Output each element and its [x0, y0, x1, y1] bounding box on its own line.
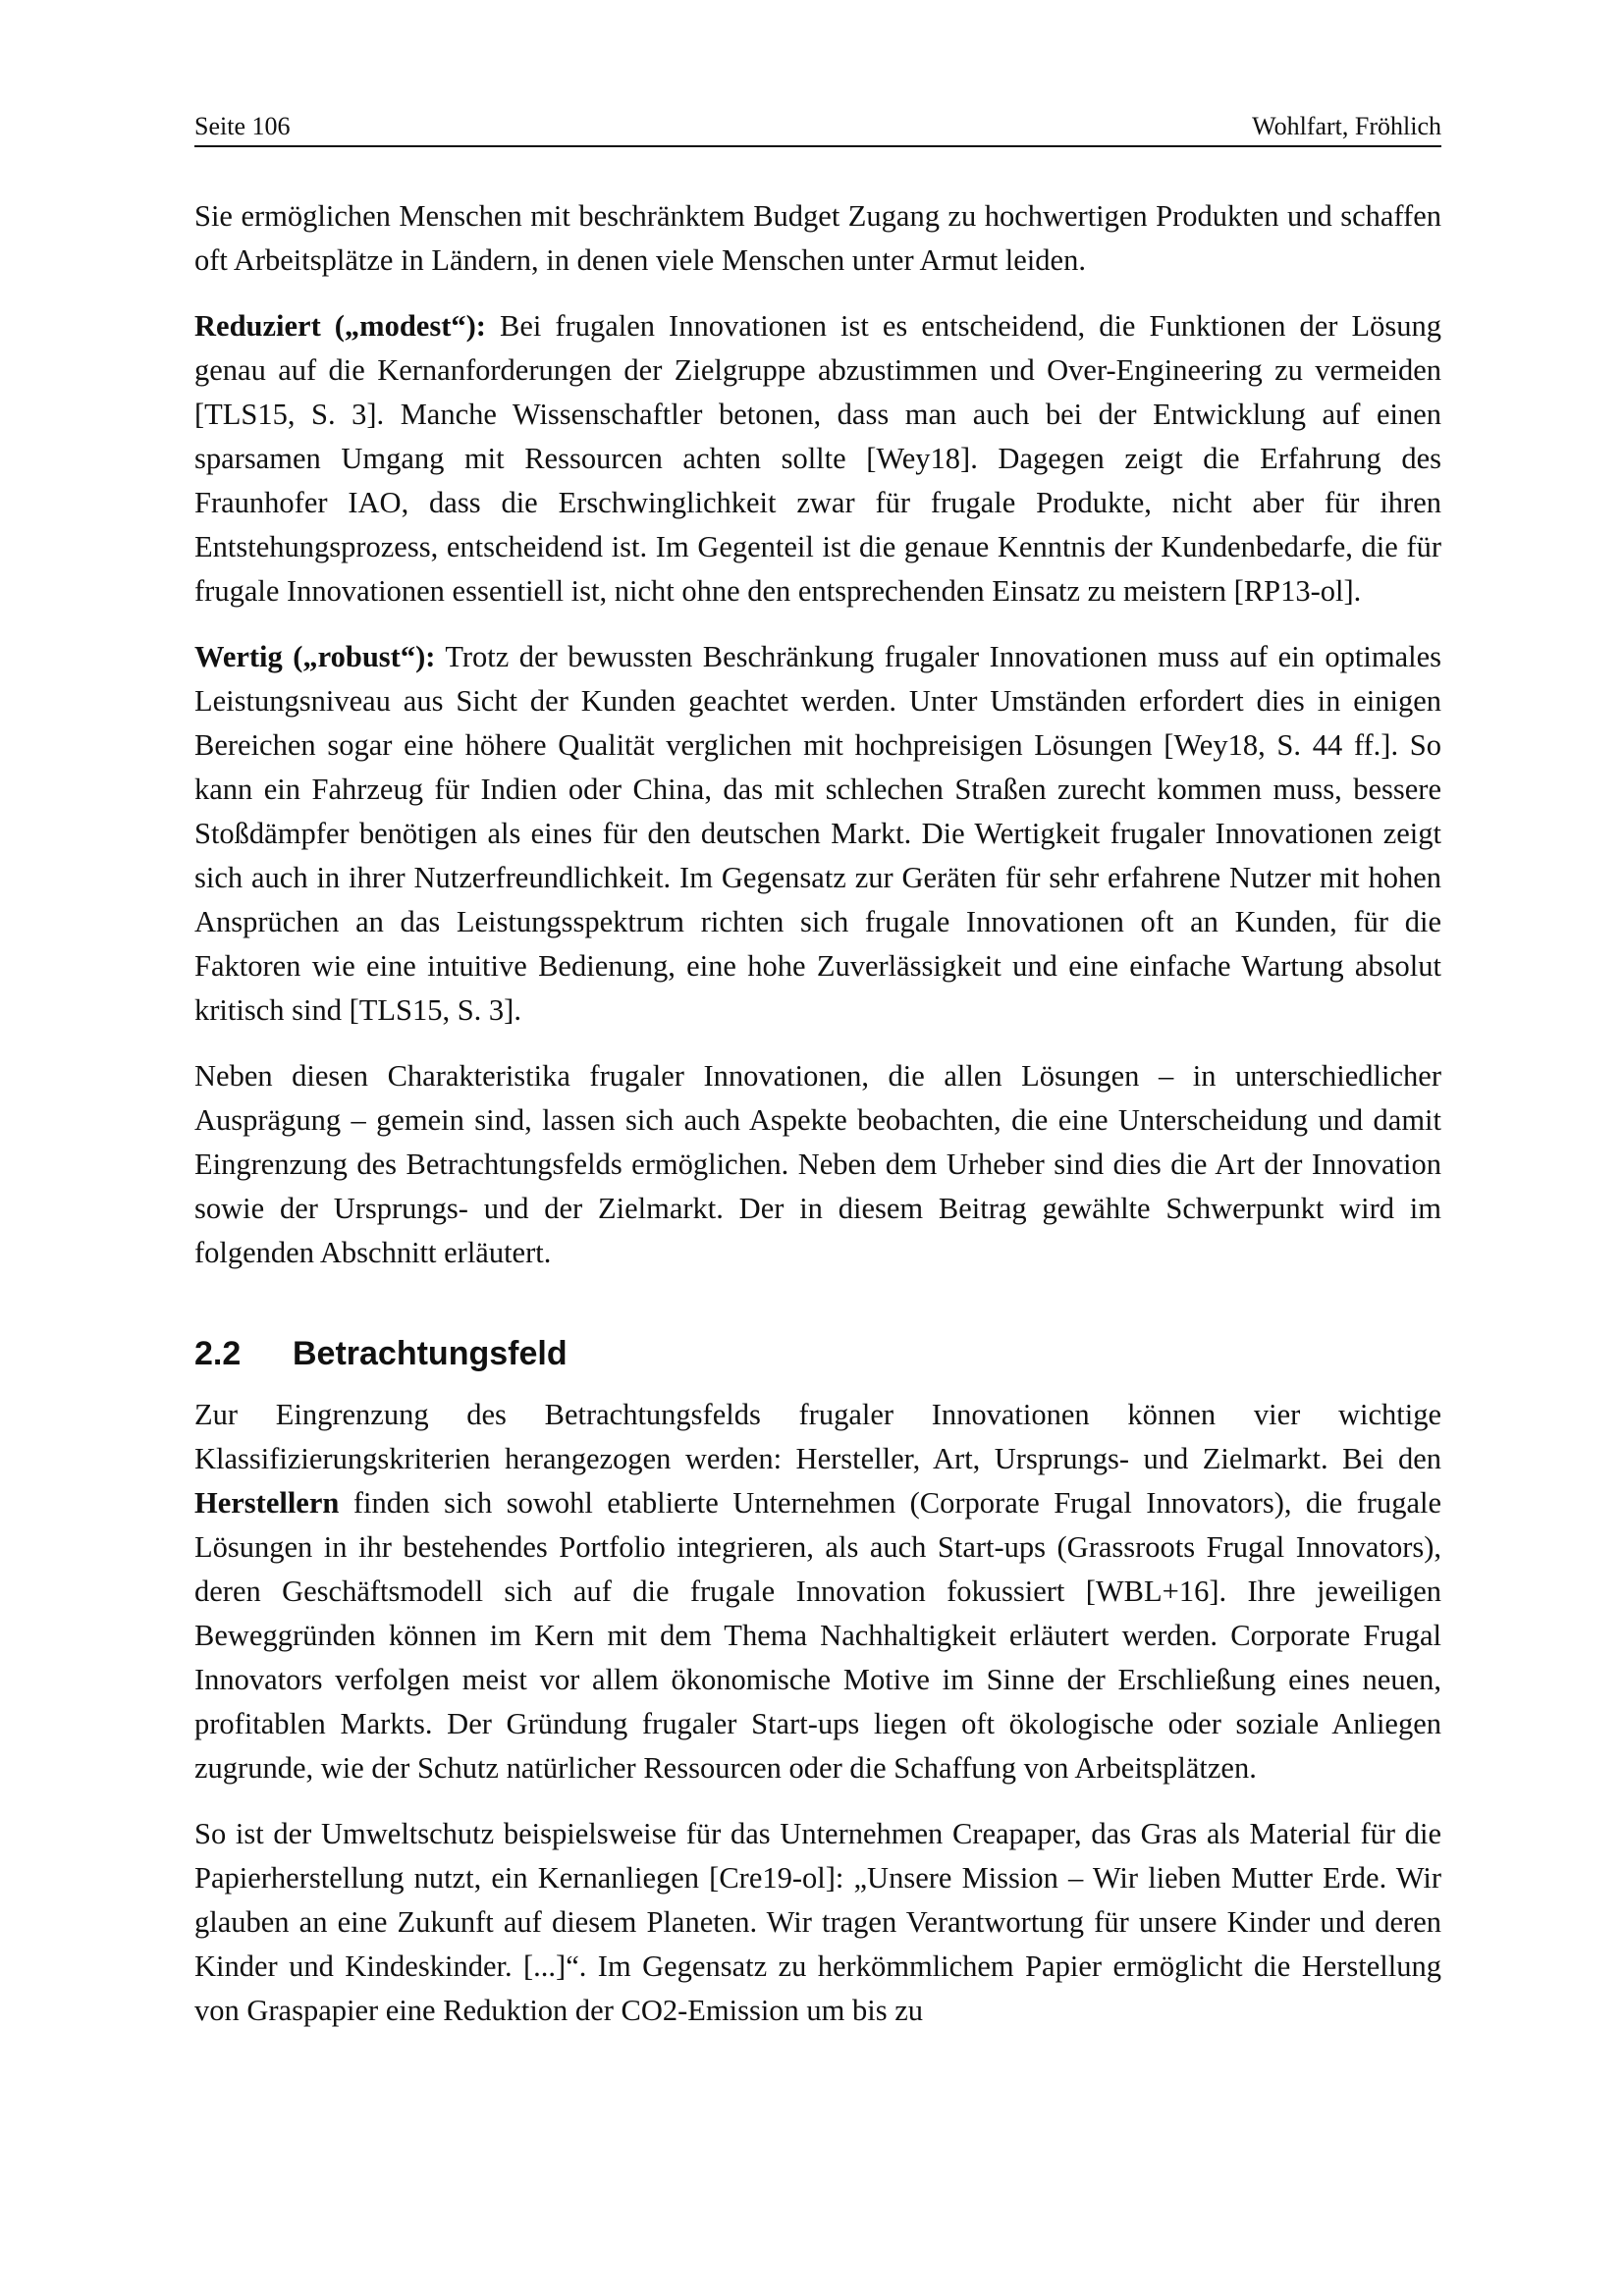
paragraph-intro: Sie ermöglichen Menschen mit beschränktem Budget Zugang zu hochwertigen Produkten und schaffen oft Arbeitsplätze in Ländern, in denen viele Menschen unter Armut leiden. — [194, 199, 1441, 277]
paragraph-reduziert-text: Bei frugalen Innovationen ist es entscheidend, die Funktionen der Lösung genau auf die Kernanforderungen der Zielgruppe abzustimmen und Over-Engineering zu vermeiden [TLS15, S. 3]. Manche Wissenschaftler betonen, dass man auch bei der Entwicklung auf einen sparsamen Umgang mit Ressourcen achten sollte [Wey18]. Dagegen zeigt die Erfahrung des Fraunhofer IAO, dass die Erschwinglichkeit zwar für frugale Produkte, nicht aber für ihren Entstehungsprozess, entscheidend ist. Im Gegenteil ist die genaue Kenntnis der Kundenbedarfe, die für frugale Innovationen essentiell ist, nicht ohne den entsprechenden Einsatz zu meistern [RP13-ol]. — [194, 309, 1441, 608]
paragraph-wertig-text: Trotz der bewussten Beschränkung frugaler Innovationen muss auf ein optimales Leistungsniveau aus Sicht der Kunden geachtet werden. Unter Umständen erfordert dies in einigen Bereichen sogar eine höhere Qualität verglichen mit hochpreisigen Lösungen [Wey18, S. 44 ff.]. So kann ein Fahrzeug für Indien oder China, das mit schlechen Straßen zurecht kommen muss, bessere Stoßdämpfer benötigen als eines für den deutschen Markt. Die Wertigkeit frugaler Innovationen zeigt sich auch in ihrer Nutzerfreundlichkeit. Im Gegensatz zur Geräten für sehr erfahrene Nutzer mit hohen Ansprüchen an das Leistungsspektrum richten sich frugale Innovationen oft an Kunden, für die Faktoren wie eine intuitive Bedienung, eine hohe Zuverlässigkeit und eine einfache Wartung absolut kritisch sind [TLS15, S. 3]. — [194, 640, 1441, 1027]
section-number: 2.2 — [194, 1335, 242, 1372]
running-header — [194, 106, 1441, 147]
paragraph-creapaper: So ist der Umweltschutz beispielsweise für das Unternehmen Creapaper, das Gras als Material für die Papierherstellung nutzt, ein Kernanliegen [Cre19-ol]: „Unsere Mission – Wir lieben Mutter Erde. Wir glauben an eine Zukunft auf diesem Planeten. Wir tragen Verantwortung für unsere Kinder und deren Kinder und Kindeskinder. [...]“. Im Gegensatz zu herkömmlichem Papier ermöglicht die Herstellung von Graspapier eine Reduktion der CO2-Emission um bis zu — [194, 1817, 1441, 2027]
page-number: Seite 106 — [194, 112, 291, 140]
body-text — [194, 194, 1441, 2055]
header-authors: Wohlfart, Fröhlich — [1252, 112, 1441, 140]
paragraph-characteristics: Neben diesen Charakteristika frugaler Innovationen, die allen Lösungen – in unterschiedlicher Ausprägung – gemein sind, lassen sich auch Aspekte beobachten, die eine Unterscheidung und damit Eingrenzung des Betrachtungsfelds ermöglichen. Neben dem Urheber sind dies die Art der Innovation sowie der Ursprungs- und der Zielmarkt. Der in diesem Beitrag gewählte Schwerpunkt wird im folgenden Abschnitt erläutert. — [194, 1059, 1441, 1269]
section-title: Betrachtungsfeld — [293, 1335, 568, 1372]
paragraph-wertig — [194, 635, 1441, 1033]
term-wertig: Wertig („robust“): — [194, 640, 436, 673]
paragraph-reduziert — [194, 304, 1441, 614]
paragraph-hersteller-pre: Zur Eingrenzung des Betrachtungsfelds frugaler Innovationen können vier wichtige Klassifizierungskriterien herangezogen werden: Hersteller, Art, Ursprungs- und Zielmarkt. Bei den — [194, 1398, 1441, 1475]
term-reduziert: Reduziert („modest“): — [194, 309, 486, 343]
paragraph-hersteller — [194, 1393, 1441, 1790]
section-heading — [194, 1330, 1441, 1377]
paragraph-hersteller-post: finden sich sowohl etablierte Unternehmen (Corporate Frugal Innovators), die frugale Lösungen in ihr bestehendes Portfolio integrieren, als auch Start-ups (Grassroots Frugal Innovators), deren Geschäftsmodell sich auf die frugale Innovation fokussiert [WBL+16]. Ihre jeweiligen Beweggründen können im Kern mit dem Thema Nachhaltigkeit erläutert werden. Corporate Frugal Innovators verfolgen meist vor allem ökonomische Motive im Sinne der Erschließung eines neuen, profitablen Markts. Der Gründung frugaler Start-ups liegen oft ökologische oder soziale Anliegen zugrunde, wie der Schutz natürlicher Ressourcen oder die Schaffung von Arbeitsplätzen. — [194, 1486, 1441, 1785]
term-herstellern: Herstellern — [194, 1486, 340, 1520]
